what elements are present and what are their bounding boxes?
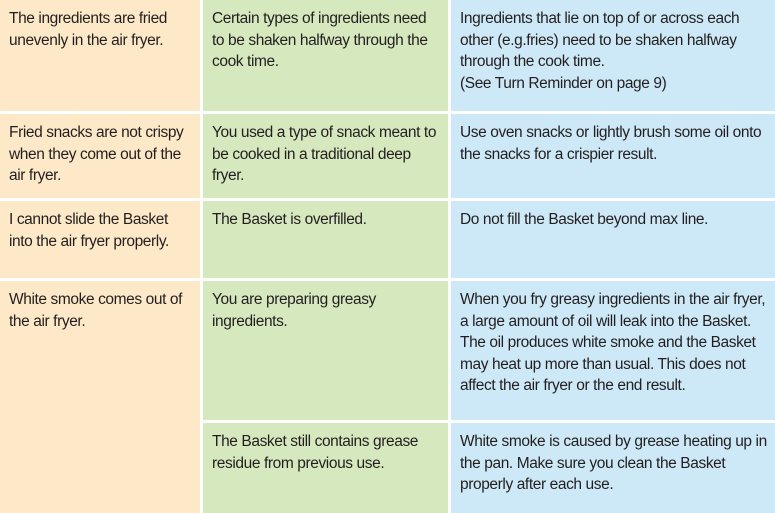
solution-cell [451,0,775,114]
solution-note: (See Turn Reminder on page 9) [460,74,667,92]
solution-cell [451,423,775,513]
cause-text: The Basket still contains grease residue from previous use. [212,433,419,472]
solution-text: When you fry greasy ingredients in the air fryer, a large amount of oil will leak into the Basket. The oil produces white smoke and the Basket may heat up more than usual. This does not affect the air fryer or the end result. [460,291,766,394]
problem-cell [0,0,203,114]
problem-cell [0,281,203,513]
solution-cell [451,114,775,201]
solution-cell [451,281,775,423]
cause-cell [203,281,451,423]
solution-text: Ingredients that lie on top of or across each other (e.g.fries) need to be shaken halfway through the cook time. [460,10,740,70]
problem-cell [0,114,203,201]
cause-cell [203,114,451,201]
solution-text: Use oven snacks or lightly brush some oil onto the snacks for a crispier result. [460,124,762,163]
cause-cell [203,423,451,513]
problem-text: Fried snacks are not crispy when they come out of the air fryer. [9,124,184,184]
solution-text: Do not fill the Basket beyond max line. [460,211,709,228]
problem-cell [0,201,203,281]
cause-text: Certain types of ingredients need to be shaken halfway through the cook time. [212,10,428,70]
solution-cell [451,201,775,281]
solution-text: White smoke is caused by grease heating up in the pan. Make sure you clean the Basket properly after each use. [460,433,767,493]
cause-text: You used a type of snack meant to be cooked in a traditional deep fryer. [212,124,437,184]
problem-text: I cannot slide the Basket into the air fryer properly. [9,211,169,250]
cause-text: You are preparing greasy ingredients. [212,291,376,330]
cause-cell [203,201,451,281]
problem-text: White smoke comes out of the air fryer. [9,291,183,330]
cause-text: The Basket is overfilled. [212,211,367,228]
problem-text: The ingredients are fried unevenly in the air fryer. [9,10,168,49]
cause-cell [203,0,451,114]
